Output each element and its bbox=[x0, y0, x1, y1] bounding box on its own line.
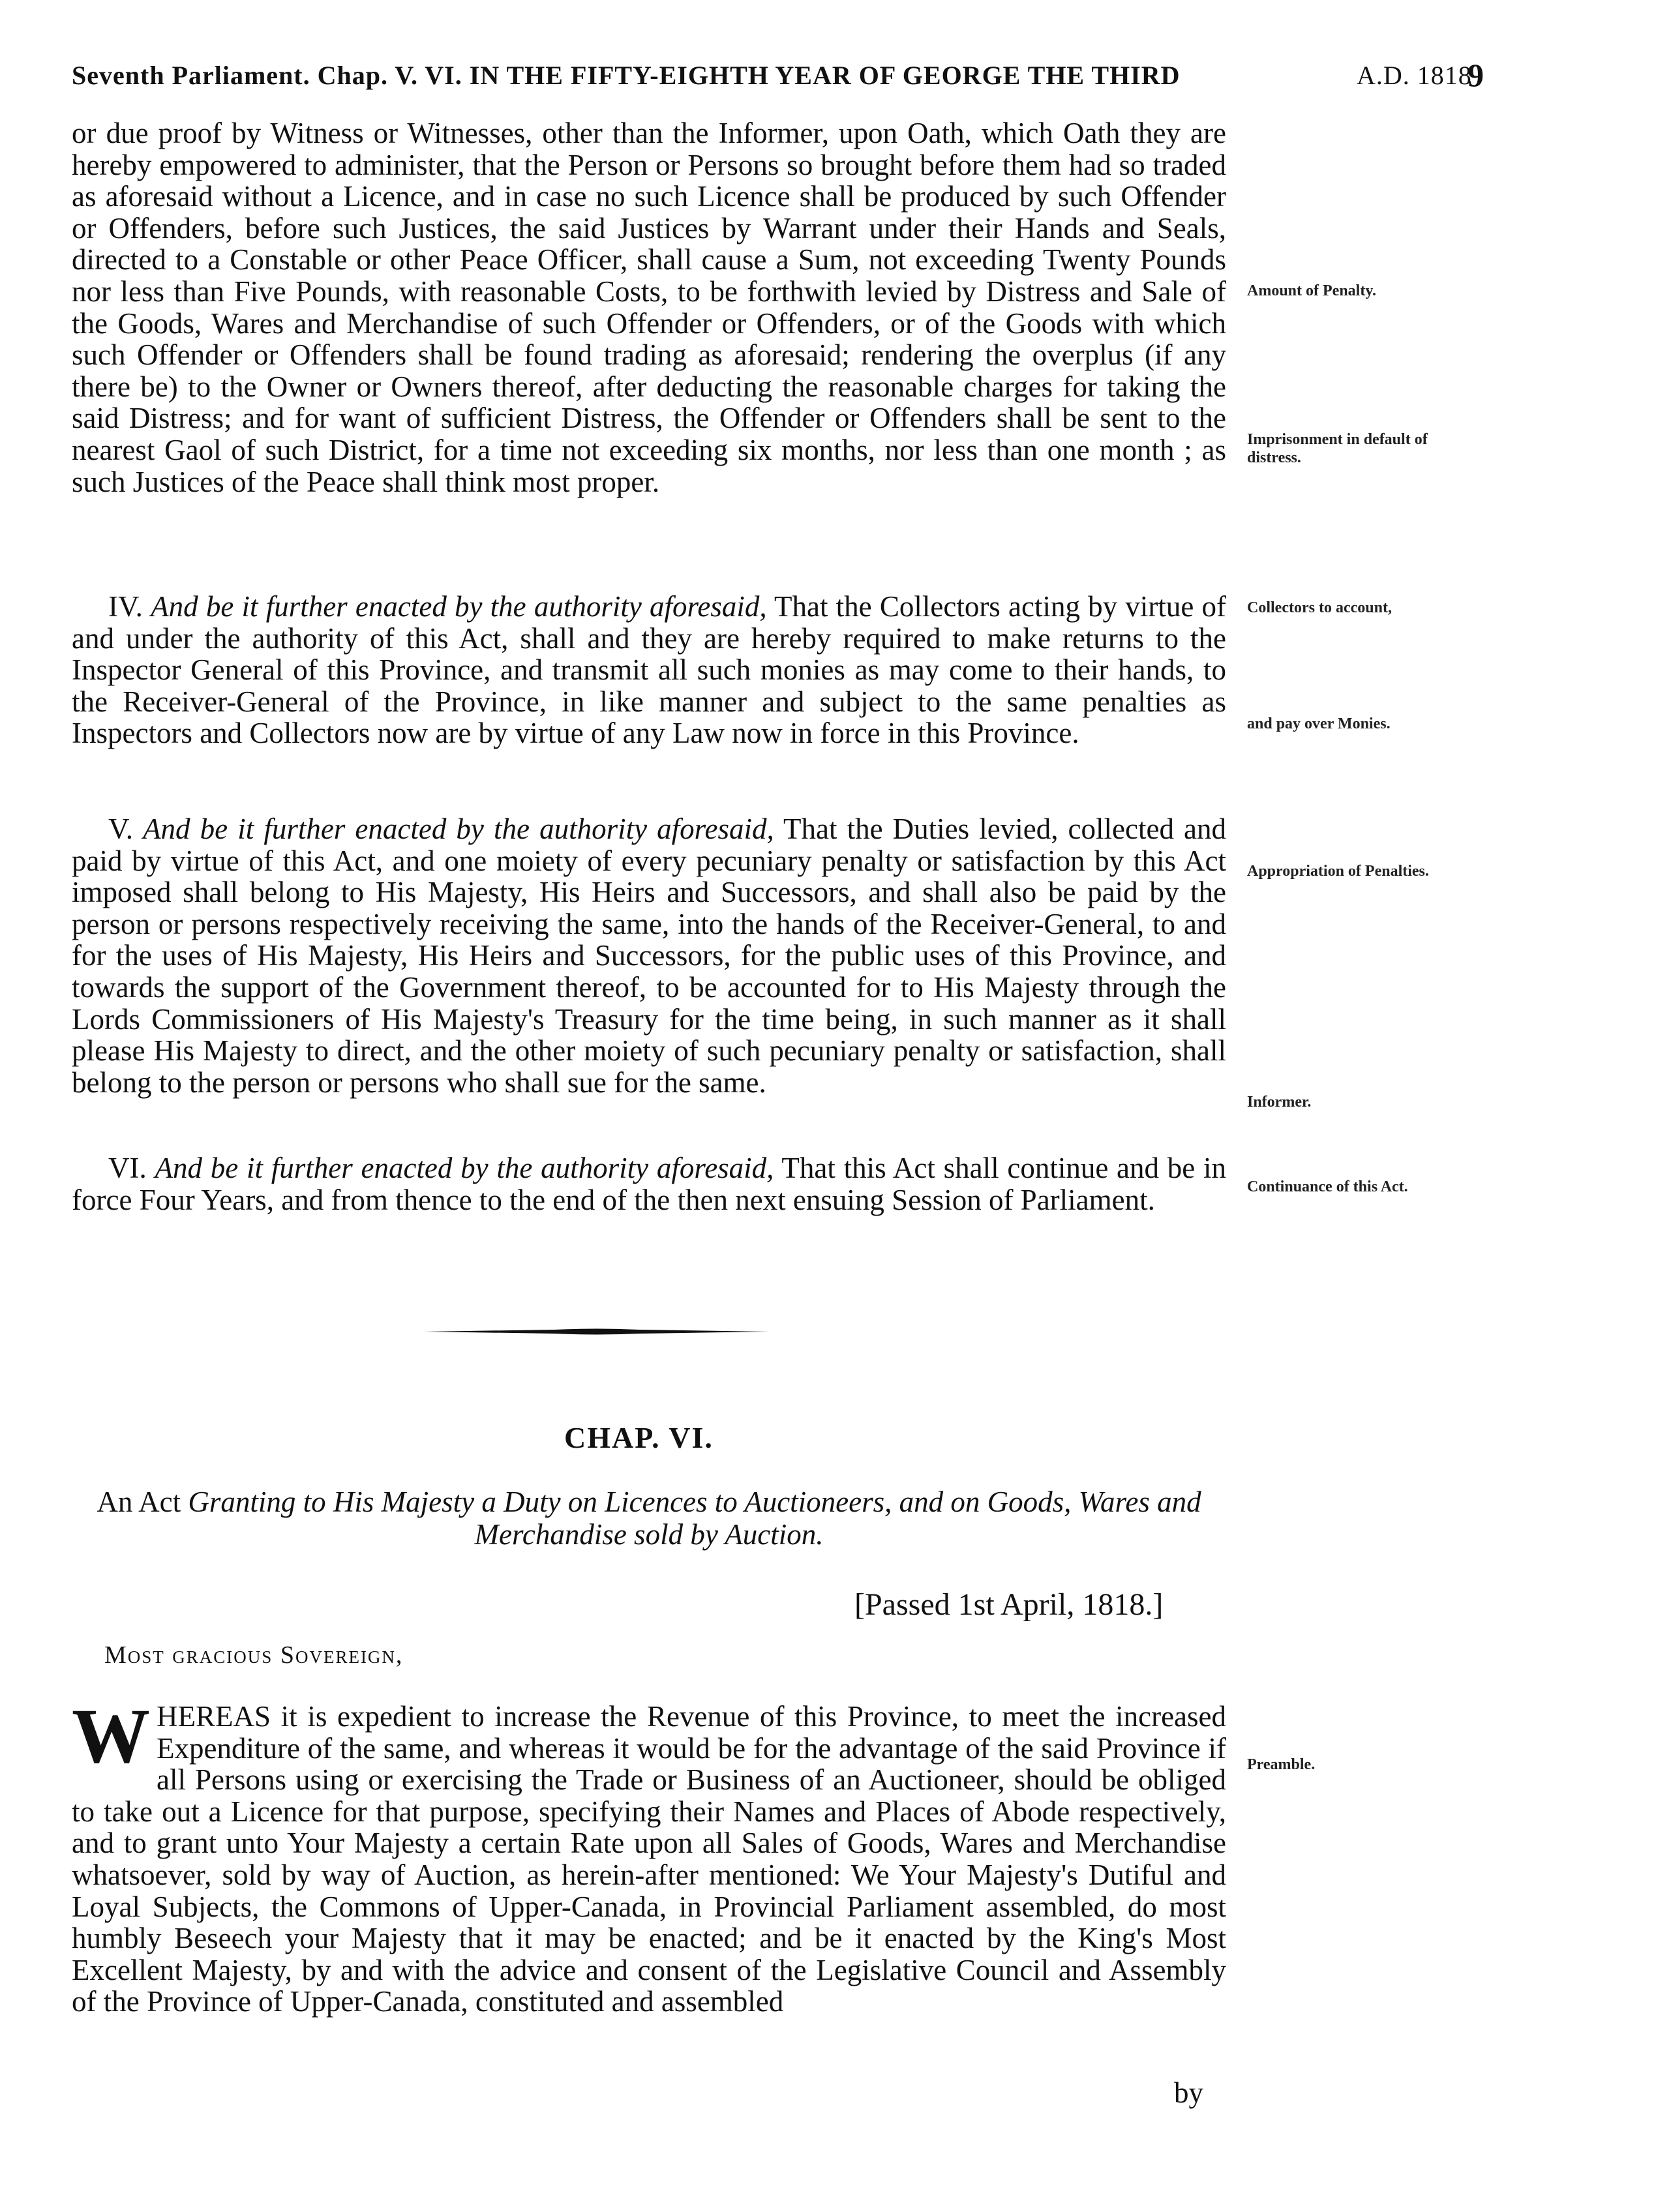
enacting-clause: And be it further enacted by the authority aforesaid, bbox=[151, 590, 767, 623]
act-title-lead: An Act bbox=[97, 1486, 181, 1518]
section-text: That the Collectors acting by virtue of and under the authority of this Act, shall and they are hereby required to make returns to the Inspector General of this Province, and transmit all such monies as may come to their hands, to the Receiver-General of the Province, in like manner and subject to the same penalties as Inspectors and Collectors now are by virtue of any Law now in force in this Province. bbox=[72, 590, 1226, 750]
section-6 bbox=[72, 1152, 1226, 1216]
margin-note-pay-over: and pay over Monies. bbox=[1247, 715, 1391, 732]
catchword: by bbox=[1174, 2076, 1203, 2109]
section-number: VI. bbox=[108, 1152, 147, 1184]
section-text: That this Act shall continue and be in force Four Years, and from thence to the end of the then next ensuing Session of Parliament. bbox=[72, 1152, 1227, 1216]
section-text: That the Duties levied, collected and paid by virtue of this Act, and one moiety of every pecuniary penalty or satisfaction by this Act imposed shall belong to His Majesty, His Heirs and Successors, and shall also be paid by the person or persons respectively receiving the same, into the hands of the Receiver-General, to and for the uses of His Majesty, His Heirs and Successors, for the public uses of this Province, and towards the support of the Government thereof, to be accounted for to His Majesty through the Lords Commissioners of His Majesty's Treasury for the time being, in such manner as it shall please His Majesty to direct, and the other moiety of such pecuniary penalty or satisfaction, shall belong to the person or persons who shall sue for the same. bbox=[72, 813, 1227, 1099]
chapter-heading: CHAP. VI. bbox=[564, 1421, 714, 1454]
running-title: Seventh Parliament. Chap. V. VI. IN THE FIFTY-EIGHTH YEAR OF GEORGE THE THIRD bbox=[72, 61, 1181, 90]
margin-note-imprisonment: Imprisonment in default of distress. bbox=[1247, 431, 1428, 466]
section-number: V. bbox=[108, 813, 133, 845]
act-title bbox=[72, 1486, 1226, 1551]
margin-note-informer: Informer. bbox=[1247, 1094, 1312, 1111]
page-number: 9 bbox=[1468, 57, 1484, 93]
passed-date: [Passed 1st April, 1818.] bbox=[854, 1587, 1164, 1622]
margin-note-collectors: Collectors to account, bbox=[1247, 599, 1392, 616]
preamble bbox=[72, 1692, 1226, 2018]
section-number: IV. bbox=[108, 590, 143, 623]
running-header bbox=[72, 57, 1520, 99]
enacting-clause: And be it further enacted by the authority aforesaid, bbox=[143, 813, 774, 845]
header-year: A.D. 1818 bbox=[1357, 61, 1472, 90]
section-3-continuation bbox=[72, 117, 1226, 498]
margin-note-appropriation: Appropriation of Penalties. bbox=[1247, 863, 1429, 880]
section-divider-rule bbox=[424, 1328, 770, 1336]
paragraph bbox=[72, 813, 1226, 1098]
section-5 bbox=[72, 813, 1226, 1098]
section-4 bbox=[72, 591, 1226, 749]
enacting-clause: And be it further enacted by the authority aforesaid, bbox=[155, 1152, 774, 1184]
margin-note-preamble: Preamble. bbox=[1247, 1756, 1316, 1773]
paragraph bbox=[72, 1152, 1226, 1216]
act-title-text: Granting to His Majesty a Duty on Licences to Auctioneers, and on Goods, Wares and Merchandise sold by Auction. bbox=[188, 1486, 1201, 1551]
paragraph: or due proof by Witness or Witnesses, other than the Informer, upon Oath, which Oath they are hereby empowered to administer, that the Person or Persons so brought before them had so traded as aforesaid without a Licence, and in case no such Licence shall be produced by such Offender or Offenders, before such Justices, the said Justices by Warrant under their Hands and Seals, directed to a Constable or other Peace Officer, shall cause a Sum, not exceeding Twenty Pounds nor less than Five Pounds, with reasonable Costs, to be forthwith levied by Distress and Sale of the Goods, Wares and Merchandise of such Offender or Offenders, or of the Goods with which such Offender or Offenders shall be found trading as aforesaid; rendering the overplus (if any there be) to the Owner or Owners thereof, after deducting the reasonable charges for taking the said Distress; and for want of sufficient Distress, the Offender or Offenders shall be sent to the nearest Gaol of such District, for a time not exceeding six months, nor less than one month ; as such Justices of the Peace shall think most proper. bbox=[72, 117, 1226, 498]
margin-note-continuance: Continuance of this Act. bbox=[1247, 1178, 1408, 1195]
drop-cap: W bbox=[72, 1692, 150, 1779]
preamble-text: HEREAS it is expedient to increase the Revenue of this Province, to meet the increased Expenditure of the same, and whereas it would be for the advantage of the said Province if all Persons using or exercising the Trade or Business of an Auctioneer, should be obliged to take out a Licence for that purpose, specifying their Names and Places of Abode respectively, and to grant unto Your Majesty a certain Rate upon all Sales of Goods, Wares and Merchandise whatsoever, sold by way of Auction, as herein-after mentioned: We Your Majesty's Dutiful and Loyal Subjects, the Commons of Upper-Canada, in Provincial Parliament assembled, do most humbly Beseech your Majesty that it may be enacted; and be it enacted by the King's Most Excellent Majesty, by and with the advice and consent of the Legislative Council and Assembly of the Province of Upper-Canada, constituted and assembled bbox=[72, 1700, 1226, 2018]
margin-note-amount: Amount of Penalty. bbox=[1247, 282, 1376, 299]
paragraph bbox=[72, 591, 1226, 749]
salutation: Most gracious Sovereign, bbox=[104, 1641, 404, 1669]
